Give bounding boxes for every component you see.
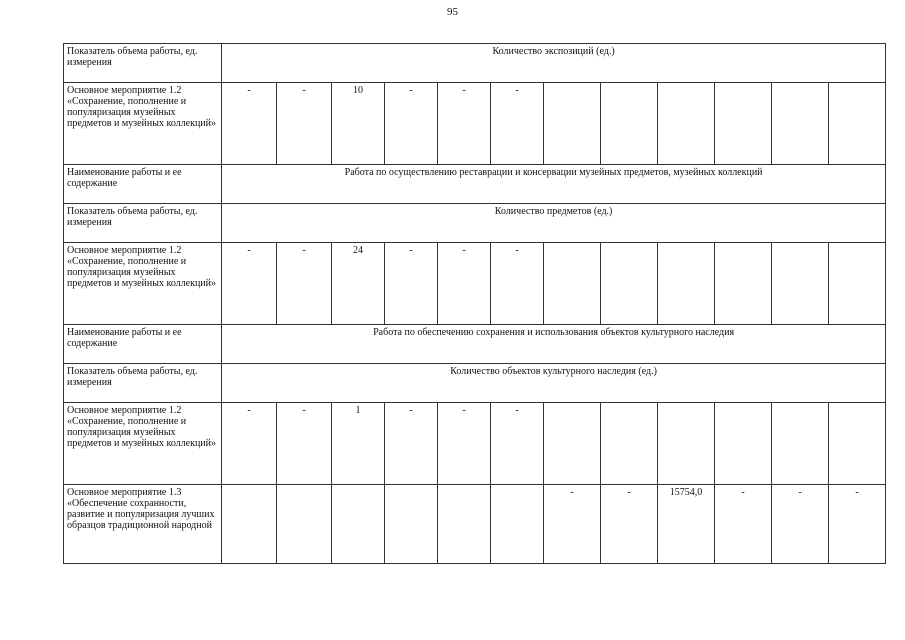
value-cell — [277, 485, 332, 564]
row-label: Показатель объема работы, ед. измерения — [64, 44, 222, 83]
value-cell: - — [772, 485, 829, 564]
value-cell — [222, 485, 277, 564]
merged-header-cell: Количество экспозиций (ед.) — [222, 44, 886, 83]
value-cell: - — [544, 485, 601, 564]
value-cell — [438, 485, 491, 564]
value-cell — [491, 485, 544, 564]
value-cell — [829, 243, 886, 325]
row-label: Показатель объема работы, ед. измерения — [64, 204, 222, 243]
table-row — [64, 204, 886, 243]
value-cell — [385, 485, 438, 564]
value-cell — [715, 403, 772, 485]
value-cell — [332, 485, 385, 564]
value-cell: - — [438, 243, 491, 325]
row-label: Показатель объема работы, ед. измерения — [64, 364, 222, 403]
table-row — [64, 165, 886, 204]
value-cell: - — [277, 403, 332, 485]
value-cell: - — [277, 243, 332, 325]
value-cell: - — [222, 83, 277, 165]
value-cell: 10 — [332, 83, 385, 165]
value-cell: - — [491, 243, 544, 325]
merged-header-cell: Количество предметов (ед.) — [222, 204, 886, 243]
value-cell — [658, 243, 715, 325]
value-cell — [658, 403, 715, 485]
table-row — [64, 83, 886, 165]
merged-header-cell: Количество объектов культурного наследия (ед.) — [222, 364, 886, 403]
table-row — [64, 403, 886, 485]
value-cell — [829, 403, 886, 485]
value-cell — [544, 403, 601, 485]
value-cell — [544, 243, 601, 325]
table-row — [64, 364, 886, 403]
row-label: Наименование работы и ее содержание — [64, 325, 222, 364]
value-cell — [715, 243, 772, 325]
value-cell: - — [491, 403, 544, 485]
value-cell — [544, 83, 601, 165]
table-body — [64, 44, 886, 564]
value-cell — [601, 403, 658, 485]
row-label: Наименование работы и ее содержание — [64, 165, 222, 204]
value-cell — [715, 83, 772, 165]
value-cell — [772, 243, 829, 325]
table-row — [64, 243, 886, 325]
value-cell — [772, 83, 829, 165]
value-cell: - — [222, 403, 277, 485]
value-cell: - — [277, 83, 332, 165]
value-cell — [772, 403, 829, 485]
value-cell: - — [715, 485, 772, 564]
value-cell: - — [385, 83, 438, 165]
value-cell: - — [829, 485, 886, 564]
row-label: Основное мероприятие 1.2 «Сохранение, пополнение и популяризация музейных предметов и музейных коллекций» — [64, 243, 222, 325]
merged-header-cell: Работа по обеспечению сохранения и использования объектов культурного наследия — [222, 325, 886, 364]
value-cell — [601, 243, 658, 325]
value-cell: - — [222, 243, 277, 325]
value-cell: - — [438, 403, 491, 485]
page-number: 95 — [447, 6, 458, 18]
row-label: Основное мероприятие 1.2 «Сохранение, пополнение и популяризация музейных предметов и музейных коллекций» — [64, 403, 222, 485]
row-label: Основное мероприятие 1.2 «Сохранение, пополнение и популяризация музейных предметов и музейных коллекций» — [64, 83, 222, 165]
value-cell: 1 — [332, 403, 385, 485]
value-cell: - — [491, 83, 544, 165]
value-cell: - — [385, 243, 438, 325]
value-cell — [601, 83, 658, 165]
table-row — [64, 485, 886, 564]
row-label: Основное мероприятие 1.3 «Обеспечение сохранности, развитие и популяризация лучших образцов традиционной народной — [64, 485, 222, 564]
value-cell — [829, 83, 886, 165]
data-table — [63, 43, 886, 564]
value-cell: - — [601, 485, 658, 564]
value-cell: 24 — [332, 243, 385, 325]
table-row — [64, 325, 886, 364]
value-cell: - — [385, 403, 438, 485]
value-cell — [658, 83, 715, 165]
table-row — [64, 44, 886, 83]
merged-header-cell: Работа по осуществлению реставрации и консервации музейных предметов, музейных коллекций — [222, 165, 886, 204]
value-cell: - — [438, 83, 491, 165]
value-cell: 15754,0 — [658, 485, 715, 564]
